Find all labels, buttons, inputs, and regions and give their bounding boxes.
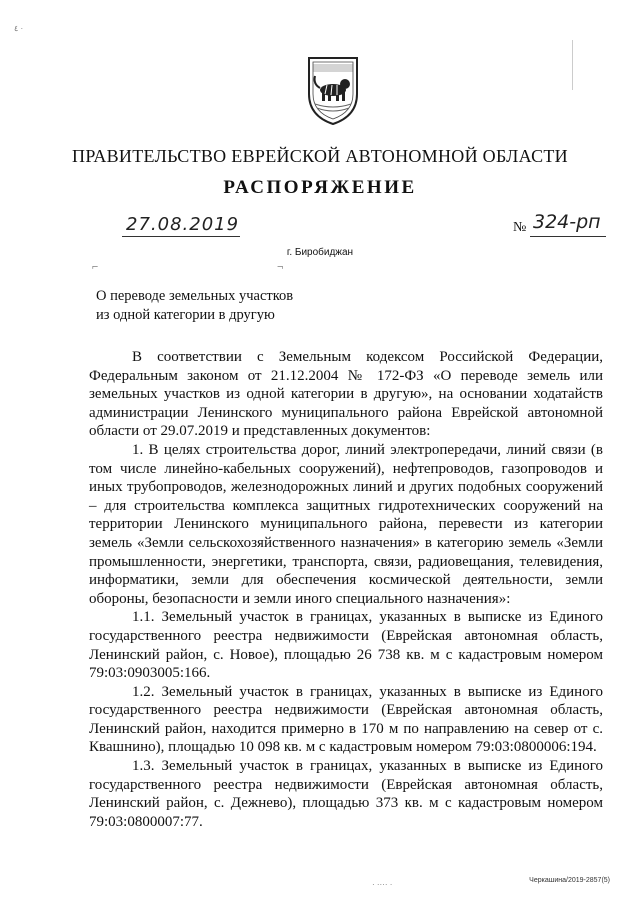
scan-mark: ٤ · (14, 24, 24, 33)
document-date: 27.08.2019 (126, 214, 240, 235)
date-underline (122, 236, 240, 237)
preamble-paragraph: В соответствии с Земельным кодексом Российской Федерации, Федеральным законом от 21.12.2004 № 172-ФЗ «О переводе земель или земельных участков из одной категории в другую», на основании ходатайств администрации Ленинского муниципального района Еврейской автономной области от 29.07.2019 и представленных документов: (89, 349, 603, 440)
number-underline (530, 236, 606, 237)
document-kind: РАСПОРЯЖЕНИЕ (223, 177, 417, 198)
coat-of-arms-tiger-icon (303, 54, 363, 126)
scan-line (572, 40, 574, 90)
document-body (89, 348, 603, 831)
document-subject (96, 287, 293, 325)
corner-mark-left: ⌐ (92, 261, 99, 273)
corner-mark-right: ¬ (277, 261, 284, 273)
executor-code: Черкашина/2019-2857(5) (529, 877, 610, 884)
city: г. Биробиджан (286, 247, 354, 258)
government-title: ПРАВИТЕЛЬСТВО ЕВРЕЙСКОЙ АВТОНОМНОЙ ОБЛАСТИ (72, 146, 568, 166)
subject-line-1: О переводе земельных участков (96, 288, 294, 304)
item-1-2-paragraph: 1.2. Земельный участок в границах, указанных в выписке из Единого государственного реестра недвижимости (Еврейская автономная область, Ленинский район, находится примерно в 170 м по направлению на север от с. Квашнино), площадью 10 098 кв. м с кадастровым номером 79:03:0800006:194. (89, 683, 603, 756)
document-number: 324-рп (533, 211, 601, 233)
item-1-paragraph: 1. В целях строительства дорог, линий электропередачи, линий связи (в том числе линейно-кабельных сооружений), нефтепроводов, газопроводов и иных трубопроводов, железнодорожных линий и других подобных сооружений – для строительства комплекса защитных гидротехнических сооружений на территории Ленинского муниципального района, перевести из категории земель «Земли сельскохозяйственного назначения» в категорию земель «Земли промышленности, энергетики, транспорта, связи, радиовещания, телевидения, информатики, земли для обеспечения космической деятельности, земли обороны, безопасности и земли иного специального назначения»: (89, 441, 603, 607)
number-label: № (513, 220, 527, 235)
scan-smudge: · ···· · (372, 880, 393, 889)
item-1-1-paragraph: 1.1. Земельный участок в границах, указанных в выписке из Единого государственного реестра недвижимости (Еврейская автономная область, Ленинский район, с. Новое), площадью 26 738 кв. м с кадастровым номером 79:03:0903005:166. (89, 609, 603, 682)
item-1-3-paragraph: 1.3. Земельный участок в границах, указанных в выписке из Единого государственного реестра недвижимости (Еврейская автономная область, Ленинский район, с. Дежнево), площадью 373 кв. м с кадастровым номером 79:03:0800007:77. (89, 758, 603, 830)
subject-line-2: из одной категории в другую (96, 307, 275, 323)
